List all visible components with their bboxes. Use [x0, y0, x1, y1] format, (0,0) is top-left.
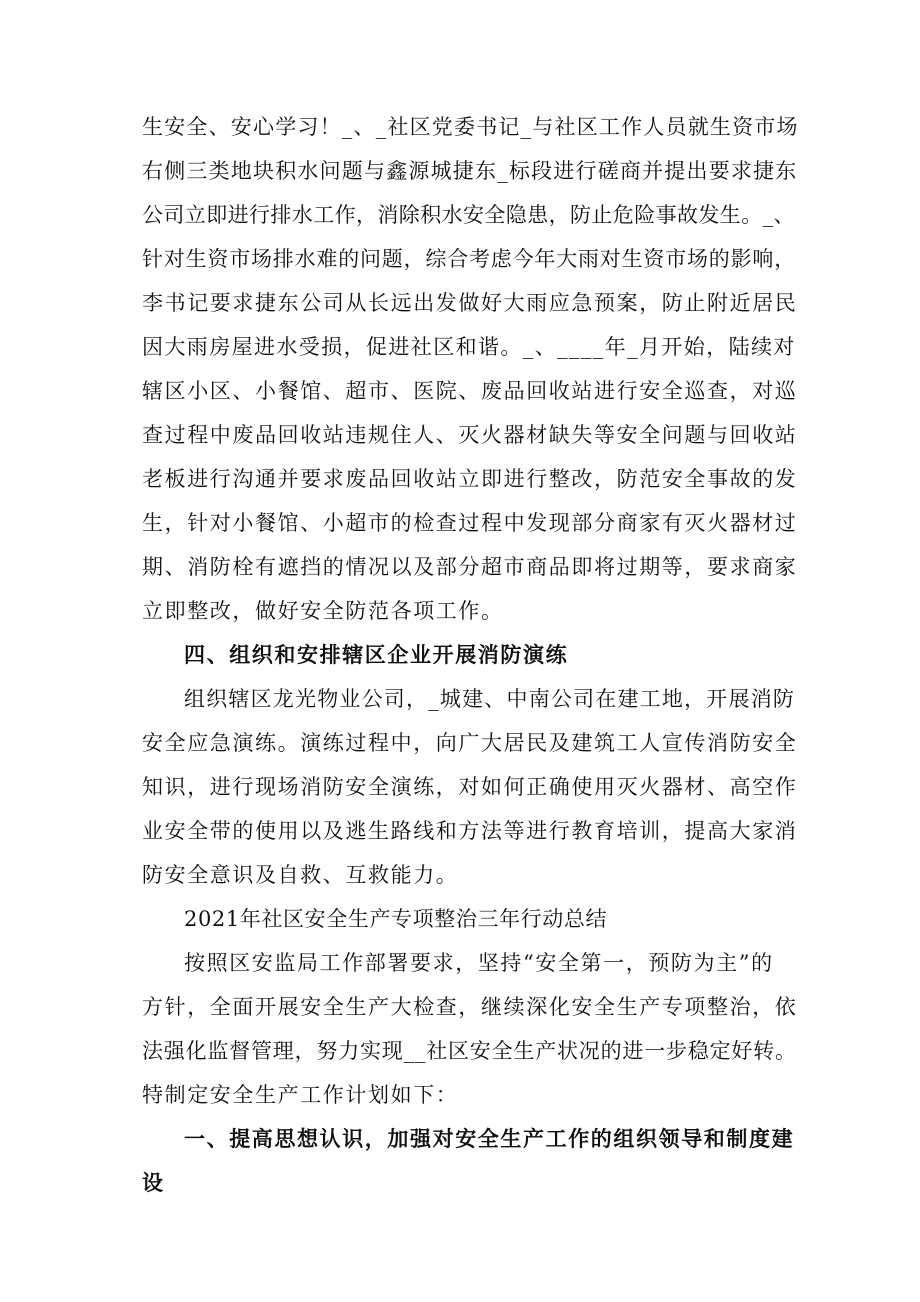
section-4-heading: 四、组织和安排辖区企业开展消防演练 — [184, 642, 569, 667]
body-line-11: 期、消防栓有遮挡的情况以及部分超市商品即将过期等，要求商家 — [142, 555, 798, 579]
section-1-heading-line-2: 设 — [142, 1170, 165, 1195]
body-line-6: 因大雨房屋进水受损，促进社区和谐。_、____年_月开始，陆续对 — [142, 335, 796, 359]
body-line-7: 辖区小区、小餐馆、超市、医院、废品回收站进行安全巡查，对巡 — [142, 379, 798, 403]
document-title: 2021年社区安全生产专项整治三年行动总结 — [184, 907, 608, 931]
body-line-9: 老板进行沟通并要求废品回收站立即进行整改，防范安全事故的发 — [142, 467, 798, 491]
section-4-line-4: 业安全带的使用以及逃生路线和方法等进行教育培训，提高大家消 — [142, 819, 798, 843]
body-line-5: 李书记要求捷东公司从长远出发做好大雨应急预案，防止附近居民 — [142, 291, 798, 315]
intro-line-4: 特制定安全生产工作计划如下： — [142, 1083, 459, 1107]
body-line-10: 生，针对小餐馆、小超市的检查过程中发现部分商家有灭火器材过 — [142, 511, 798, 535]
intro-line-3: 法强化监督管理，努力实现__社区安全生产状况的进一步稳定好转。 — [142, 1039, 797, 1063]
body-line-1: 生安全、安心学习！_、_社区党委书记_与社区工作人员就生资市场 — [142, 115, 799, 139]
section-4-line-5: 防安全意识及自救、互救能力。 — [142, 863, 459, 887]
body-line-3: 公司立即进行排水工作，消除积水安全隐患，防止危险事故发生。_、 — [142, 203, 795, 227]
intro-line-2: 方针，全面开展安全生产大检查，继续深化安全生产专项整治，依 — [142, 995, 798, 1019]
body-line-2: 右侧三类地块积水问题与鑫源城捷东_标段进行磋商并提出要求捷东 — [142, 159, 798, 183]
section-4-line-3: 知识，进行现场消防安全演练，对如何正确使用灭火器材、高空作 — [142, 775, 798, 799]
body-line-8: 查过程中废品回收站违规住人、灭火器材缺失等安全问题与回收站 — [142, 423, 798, 447]
section-4-line-2: 安全应急演练。演练过程中，向广大居民及建筑工人宣传消防安全 — [142, 731, 798, 755]
section-4-line-1: 组织辖区龙光物业公司，_城建、中南公司在建工地，开展消防 — [184, 687, 796, 711]
body-line-12: 立即整改，做好安全防范各项工作。 — [142, 599, 504, 623]
section-1-heading-line-1: 一、提高思想认识，加强对安全生产工作的组织领导和制度建 — [184, 1126, 795, 1151]
intro-line-1: 按照区安监局工作部署要求，坚持“安全第一，预防为主”的 — [184, 951, 774, 975]
body-line-4: 针对生资市场排水难的问题，综合考虑今年大雨对生资市场的影响， — [142, 247, 796, 271]
